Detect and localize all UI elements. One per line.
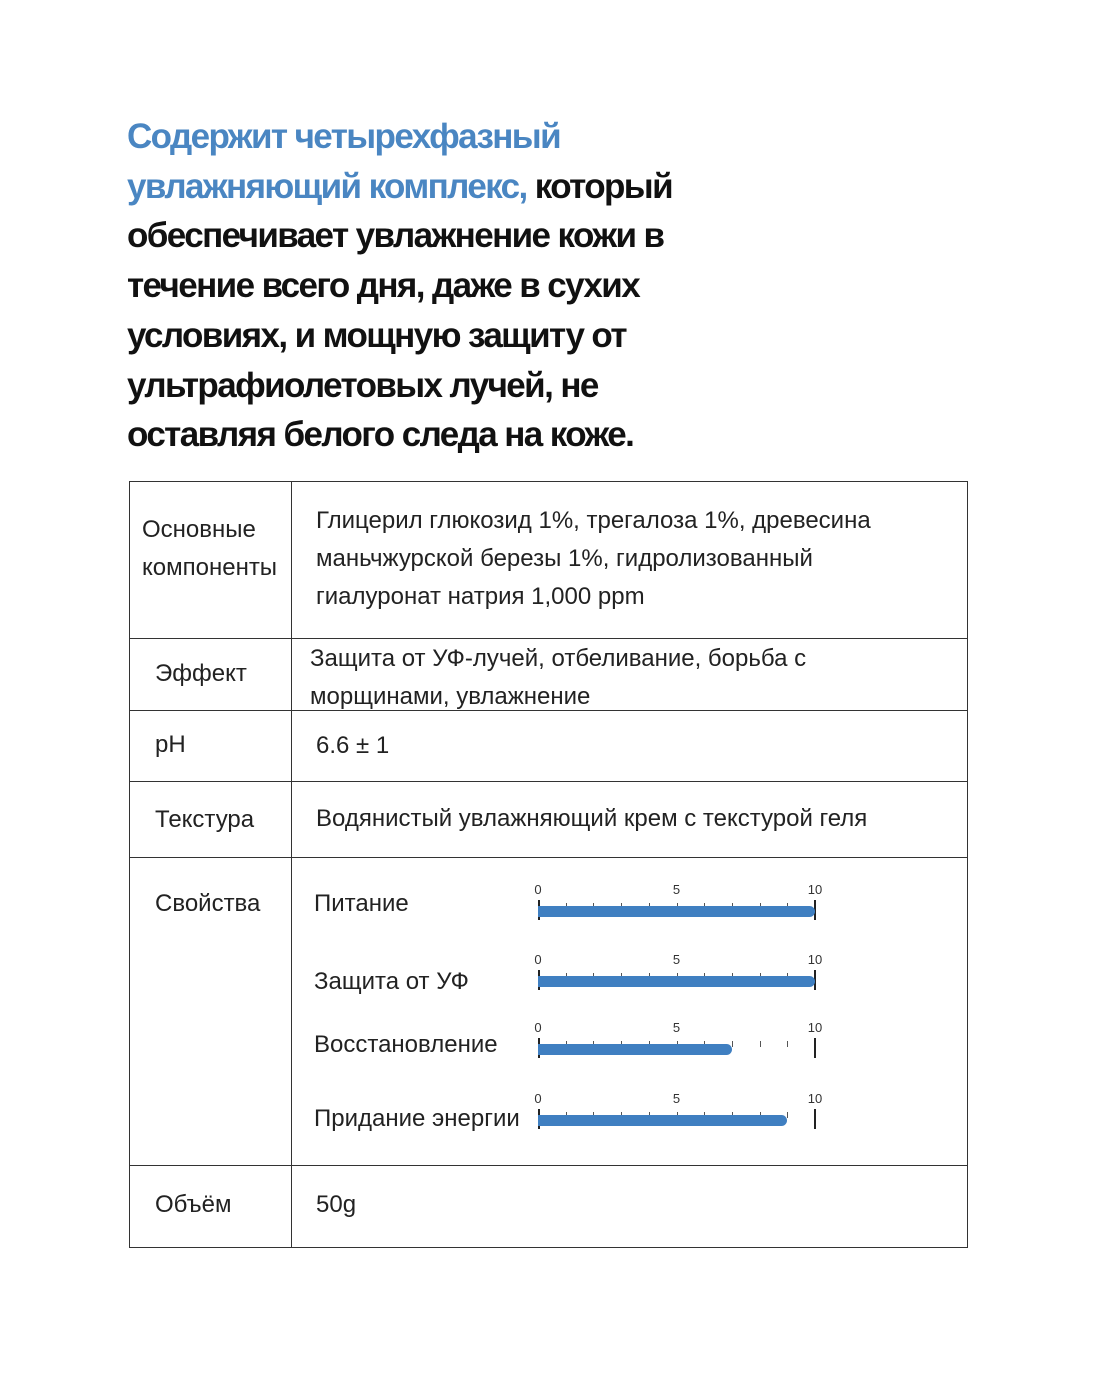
- scale-tick-label: 5: [672, 882, 681, 897]
- scale-tick-label: 10: [807, 952, 823, 967]
- scale-tick-label: 5: [672, 952, 681, 967]
- property-scale-recovery: [534, 1020, 823, 1090]
- ph-label: pH: [155, 731, 186, 758]
- components-label: Основные компоненты: [142, 516, 278, 581]
- rating-bar: [538, 1115, 787, 1126]
- scale-tick-label: 10: [807, 1020, 823, 1035]
- rating-bar: [538, 906, 815, 917]
- texture-label: Текстура: [155, 806, 255, 833]
- property-scale-energy: [534, 1091, 823, 1161]
- scale-minor-tick: [732, 1041, 733, 1047]
- property-scale-nutrition: [534, 882, 823, 952]
- scale-tick-label: 5: [672, 1020, 681, 1035]
- scale-tick-label: 5: [672, 1091, 681, 1106]
- properties-label: Свойства: [155, 890, 261, 917]
- property-scale-uv: [534, 952, 823, 1022]
- effect-value: Защита от УФ-лучей, отбеливание, борьба с морщинами, увлажнение: [310, 645, 807, 710]
- scale-tick-label: 0: [534, 882, 542, 897]
- volume-label: Объём: [155, 1191, 232, 1218]
- scale-minor-tick: [760, 1041, 761, 1047]
- texture-value: Водянистый увлажняющий крем с текстурой геля: [316, 805, 868, 832]
- scale-minor-tick: [787, 1041, 788, 1047]
- scale-minor-tick: [787, 1112, 788, 1118]
- components-value: Глицерил глюкозид 1%, трегалоза 1%, древесина маньчжурской березы 1%, гидролизованный гиалуронат натрия 1,000 ppm: [316, 507, 871, 610]
- property-label-recovery: Восстановление: [314, 1031, 498, 1058]
- scale-end-tick: [814, 1109, 816, 1129]
- property-label-nutrition: Питание: [314, 890, 409, 917]
- rating-bar: [538, 1044, 732, 1055]
- spec-table: [129, 481, 968, 1248]
- volume-value: 50g: [316, 1191, 357, 1218]
- row-volume: [130, 1165, 967, 1249]
- row-effect: [130, 638, 967, 711]
- scale-tick-label: 0: [534, 1091, 542, 1106]
- property-label-energy: Придание энергии: [314, 1105, 520, 1132]
- rating-bar: [538, 976, 815, 987]
- row-texture: [130, 781, 967, 858]
- effect-label: Эффект: [155, 660, 247, 687]
- scale-tick-label: 10: [807, 1091, 823, 1106]
- headline-accent: Содержит четырехфазный увлажняющий комплекс,: [127, 117, 560, 206]
- scale-tick-label: 0: [534, 952, 542, 967]
- row-components: [130, 482, 967, 639]
- headline: [127, 112, 747, 460]
- row-ph: [130, 710, 967, 782]
- headline-rest: который обеспечивает увлажнение кожи в течение всего дня, даже в сухих условиях, и мощную защиту от ультрафиолетовых лучей, не оставляя белого следа на коже.: [127, 166, 673, 455]
- property-label-uv: Защита от УФ: [314, 968, 469, 995]
- scale-end-tick: [814, 1038, 816, 1058]
- ph-value: 6.6 ± 1: [316, 732, 390, 759]
- row-properties: [130, 857, 967, 1166]
- scale-tick-label: 0: [534, 1020, 542, 1035]
- scale-tick-label: 10: [807, 882, 823, 897]
